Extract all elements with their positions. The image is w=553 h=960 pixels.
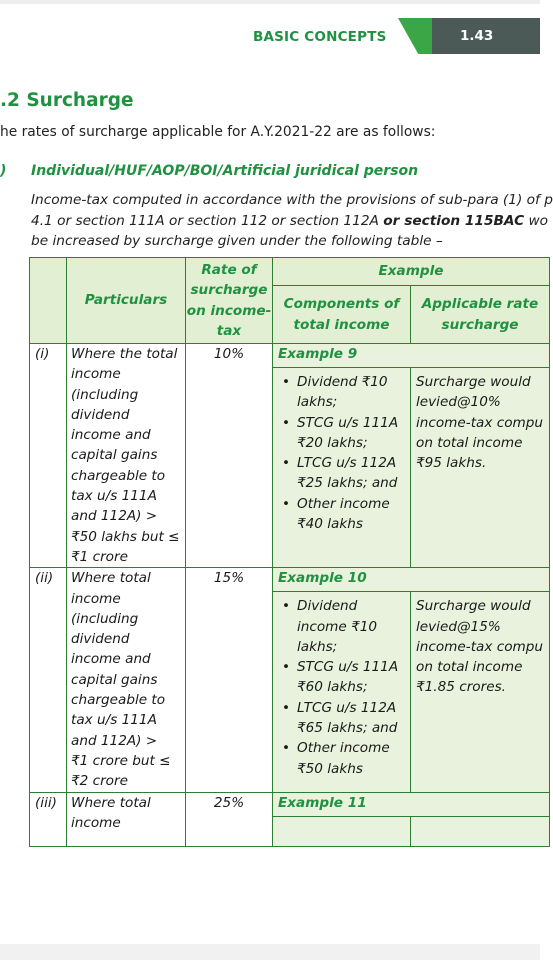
header-rate	[186, 258, 273, 344]
components-list	[273, 372, 410, 534]
component-item	[273, 494, 410, 535]
component-line: ₹40 lakhs	[297, 516, 363, 533]
particulars-line: tax u/s 111A	[71, 712, 157, 729]
particulars-line: ₹1 crore but ≤	[71, 752, 171, 769]
particulars-line: ₹1 crore	[71, 548, 128, 565]
section-intro: he rates of surcharge applicable for A.Y.2021-22 are as follows:	[0, 124, 436, 140]
para-line-2-tail: wo	[524, 212, 549, 229]
particulars-line: income	[71, 366, 121, 383]
component-line: • LTCG u/s 112A	[297, 699, 397, 716]
para-line-3: be increased by surcharge given under the following table –	[31, 233, 443, 249]
particulars-line: income	[71, 590, 121, 607]
row-particulars	[67, 792, 186, 846]
header-num-cell	[30, 258, 67, 344]
particulars-line: dividend	[71, 631, 130, 648]
surcharge-table	[29, 257, 550, 847]
particulars-line: tax u/s 111A	[71, 488, 157, 505]
example-components	[273, 368, 411, 568]
example-title: Example 10	[273, 568, 550, 592]
header-applicable-line-2: surcharge	[441, 316, 519, 333]
applicable-line: income-tax compu	[416, 638, 543, 655]
applicable-line: Surcharge would	[416, 374, 531, 390]
example-components	[273, 592, 411, 792]
components-list	[273, 596, 410, 779]
row-number: (i)	[30, 344, 67, 568]
particulars-line: ₹50 lakhs but ≤	[71, 528, 180, 545]
applicable-line: levied@15%	[416, 618, 501, 635]
component-line: • STCG u/s 111A	[297, 659, 399, 676]
applicable-line: on total income	[416, 659, 523, 676]
subsection-paragraph	[31, 190, 553, 252]
para-line-1: Income-tax computed in accordance with the provisions of sub-para (1) of p	[31, 192, 553, 208]
table-row	[30, 792, 550, 816]
component-line: • LTCG u/s 112A	[297, 455, 397, 472]
para-line-2-text: 4.1 or section 111A or section 112 or section 112A	[31, 212, 384, 229]
particulars-line: and 112A) >	[71, 508, 158, 525]
header-rate-line-2: surcharge	[190, 282, 268, 299]
example-title: Example 9	[273, 344, 550, 368]
row-particulars	[67, 568, 186, 792]
applicable-line: levied@10%	[416, 394, 501, 411]
page-number: 1.43	[432, 18, 540, 54]
component-item	[273, 372, 410, 413]
chapter-title: BASIC CONCEPTS	[253, 29, 387, 45]
header-rate-line-3: on income-	[186, 302, 272, 319]
particulars-line: Where total	[71, 794, 151, 811]
table-row	[30, 568, 550, 592]
component-line: ₹50 lakhs	[297, 760, 363, 777]
table-row	[30, 344, 550, 368]
header-particulars: Particulars	[67, 258, 186, 344]
para-line-2	[31, 211, 553, 232]
component-line: ₹25 lakhs; and	[297, 475, 398, 492]
component-line: • Other income	[297, 740, 390, 757]
component-line: income ₹10	[297, 618, 378, 635]
particulars-line: income and	[71, 651, 151, 668]
header-rate-line-1: Rate of	[201, 261, 257, 278]
header-applicable-line-1: Applicable rate	[421, 296, 539, 313]
row-number: (ii)	[30, 568, 67, 792]
example-applicable	[411, 592, 550, 792]
component-line: ₹20 lakhs;	[297, 434, 368, 451]
component-line: lakhs;	[297, 638, 338, 655]
bottom-bar	[0, 944, 540, 960]
component-line: • Dividend ₹10	[297, 374, 388, 390]
particulars-line: and 112A) >	[71, 732, 158, 749]
particulars-line: income and	[71, 427, 151, 444]
row-rate: 10%	[186, 344, 273, 568]
applicable-line: ₹1.85 crores.	[416, 679, 506, 696]
particulars-line: chargeable to	[71, 467, 166, 484]
header-rate-line-4: tax	[216, 322, 242, 339]
example-title: Example 11	[273, 792, 550, 816]
para-line-2-bold: or section 115BAC	[383, 212, 525, 229]
header-example: Example	[273, 258, 550, 286]
row-particulars	[67, 344, 186, 568]
section-heading: .2 Surcharge	[0, 90, 134, 111]
component-item	[273, 413, 410, 454]
applicable-line: income-tax compu	[416, 414, 543, 431]
particulars-line: income	[71, 814, 121, 831]
applicable-line: on total income	[416, 434, 523, 451]
subsection-title: Individual/HUF/AOP/BOI/Artificial juridical person	[31, 163, 419, 179]
particulars-line: Where total	[71, 570, 151, 587]
component-line: • Dividend	[297, 598, 358, 615]
particulars-line: chargeable to	[71, 692, 166, 709]
component-item	[273, 657, 410, 698]
component-line: • Other income	[297, 495, 390, 512]
component-line: lakhs;	[297, 394, 338, 411]
example-components	[273, 816, 411, 846]
subsection-number: )	[0, 163, 7, 179]
top-bar	[0, 0, 540, 4]
component-item	[273, 453, 410, 494]
component-item	[273, 698, 410, 739]
applicable-line: Surcharge would	[416, 598, 531, 615]
component-line: • STCG u/s 111A	[297, 414, 399, 431]
header-applicable	[411, 286, 550, 344]
particulars-line: capital gains	[71, 671, 158, 688]
row-rate: 15%	[186, 568, 273, 792]
particulars-line: ₹2 crore	[71, 773, 128, 790]
header-components	[273, 286, 411, 344]
component-line: ₹65 lakhs; and	[297, 720, 398, 737]
row-rate: 25%	[186, 792, 273, 846]
example-applicable	[411, 368, 550, 568]
row-number: (iii)	[30, 792, 67, 846]
applicable-line: ₹95 lakhs.	[416, 455, 487, 472]
component-item	[273, 596, 410, 657]
header-components-line-2: total income	[293, 316, 390, 333]
component-item	[273, 738, 410, 779]
component-line: ₹60 lakhs;	[297, 679, 368, 696]
example-applicable	[411, 816, 550, 846]
particulars-line: (including	[71, 610, 139, 627]
particulars-line: Where the total	[71, 346, 178, 362]
particulars-line: capital gains	[71, 447, 158, 464]
header-components-line-1: Components of	[283, 296, 400, 313]
particulars-line: dividend	[71, 406, 130, 423]
subsection-heading	[0, 163, 418, 179]
particulars-line: (including	[71, 386, 139, 403]
